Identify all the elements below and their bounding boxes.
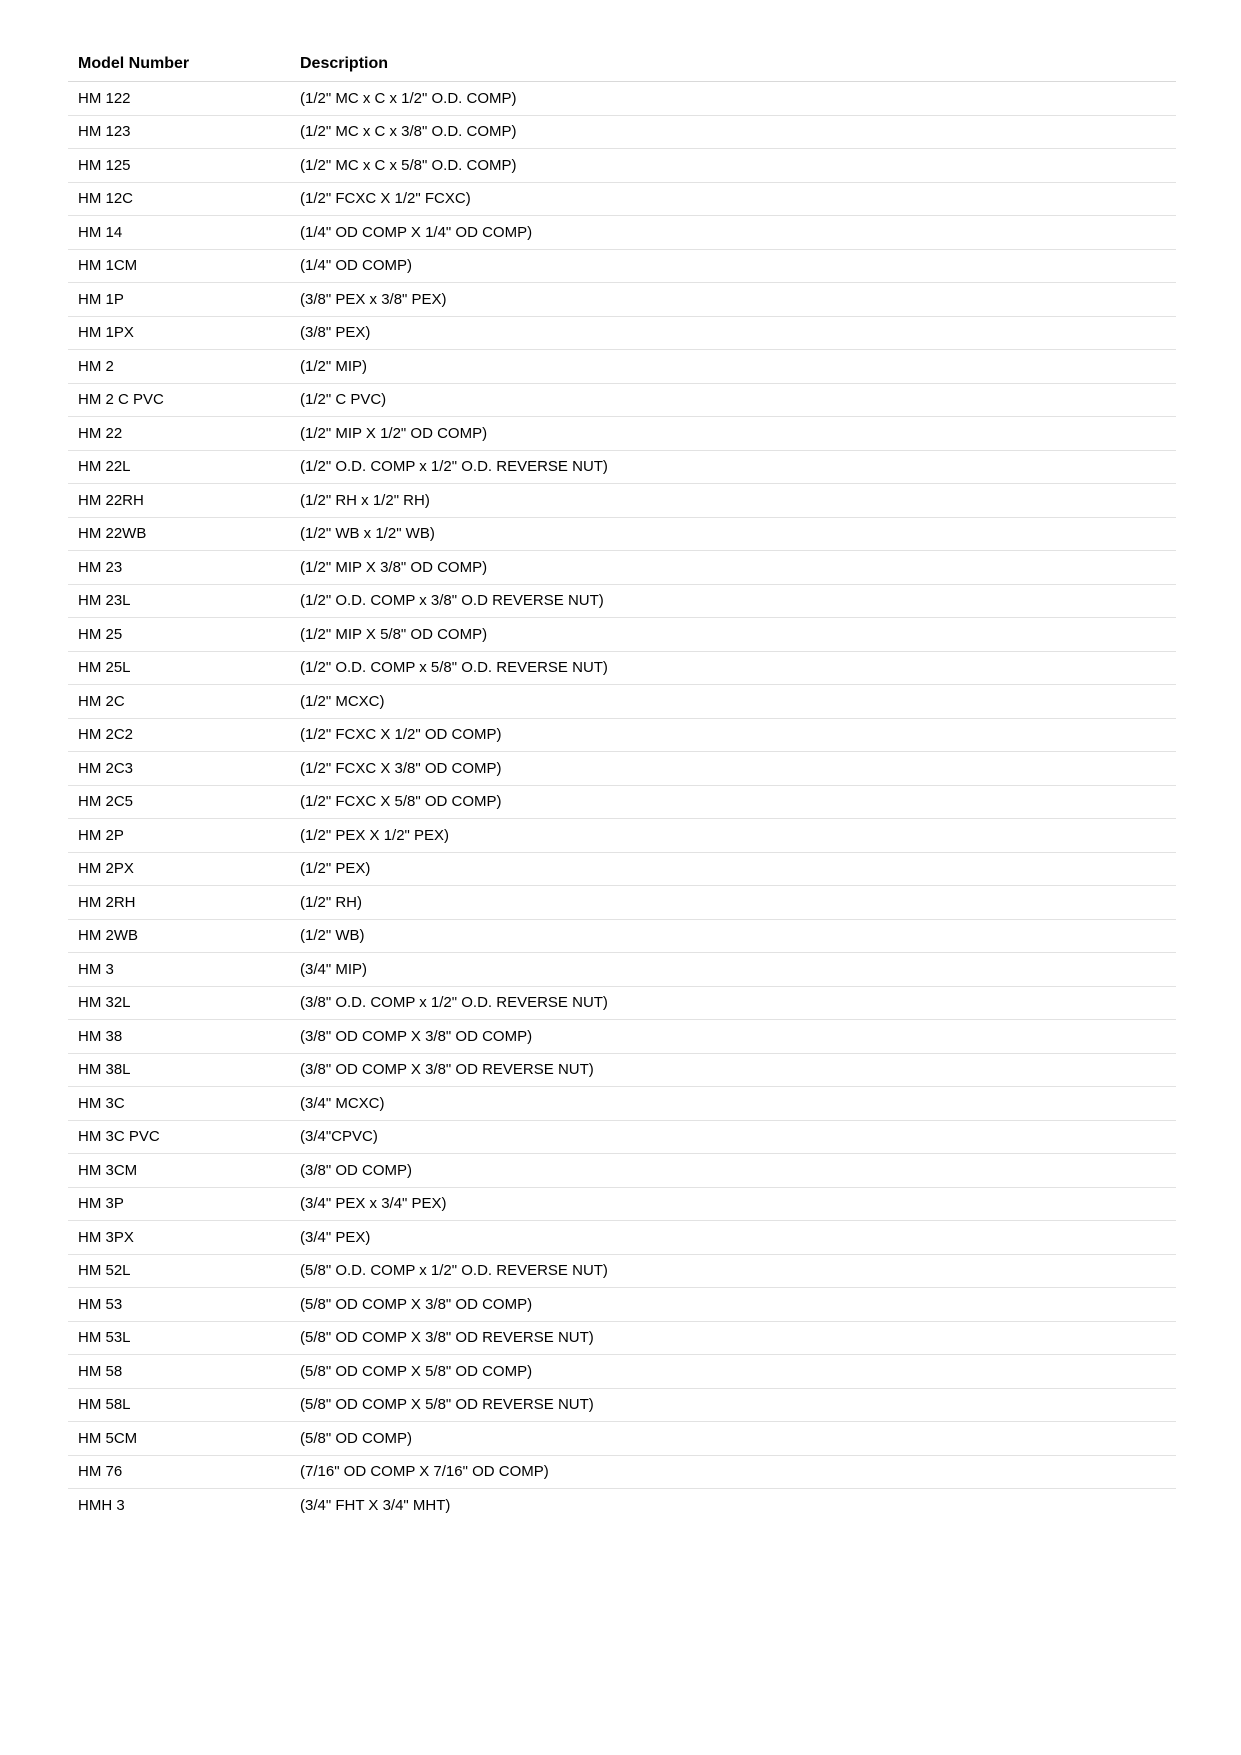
table-row — [68, 752, 1176, 786]
table-row — [68, 383, 1176, 417]
table-row — [68, 584, 1176, 618]
table-row — [68, 819, 1176, 853]
description-cell: (1/2" C PVC) — [290, 383, 1176, 417]
table-row — [68, 718, 1176, 752]
table-row — [68, 1355, 1176, 1389]
table-row — [68, 1388, 1176, 1422]
table-header-row — [68, 47, 1176, 82]
table-row — [68, 618, 1176, 652]
description-cell: (1/2" MIP) — [290, 350, 1176, 384]
table-row — [68, 651, 1176, 685]
model-number-cell: HM 14 — [68, 216, 290, 250]
description-cell: (5/8" OD COMP X 3/8" OD REVERSE NUT) — [290, 1321, 1176, 1355]
table-row — [68, 1489, 1176, 1522]
model-number-cell: HM 3CM — [68, 1154, 290, 1188]
model-number-cell: HM 3PX — [68, 1221, 290, 1255]
table-row — [68, 283, 1176, 317]
table-row — [68, 785, 1176, 819]
model-number-cell: HM 2C5 — [68, 785, 290, 819]
description-cell: (3/8" PEX x 3/8" PEX) — [290, 283, 1176, 317]
model-number-cell: HM 3 — [68, 953, 290, 987]
table-row — [68, 450, 1176, 484]
model-number-cell: HM 12C — [68, 182, 290, 216]
table-body — [68, 82, 1176, 1522]
table-row — [68, 685, 1176, 719]
model-number-cell: HM 25L — [68, 651, 290, 685]
model-number-cell: HM 22RH — [68, 484, 290, 518]
model-number-cell: HM 2WB — [68, 919, 290, 953]
table-row — [68, 1154, 1176, 1188]
description-cell: (1/2" O.D. COMP x 5/8" O.D. REVERSE NUT) — [290, 651, 1176, 685]
table-row — [68, 484, 1176, 518]
description-cell: (1/2" FCXC X 1/2" FCXC) — [290, 182, 1176, 216]
column-header-model-number: Model Number — [68, 47, 290, 82]
table-row — [68, 1020, 1176, 1054]
description-cell: (3/4" MIP) — [290, 953, 1176, 987]
model-number-cell: HM 58 — [68, 1355, 290, 1389]
description-cell: (1/2" MC x C x 5/8" O.D. COMP) — [290, 149, 1176, 183]
column-header-description: Description — [290, 47, 1176, 82]
description-cell: (3/4" PEX) — [290, 1221, 1176, 1255]
description-cell: (1/2" MCXC) — [290, 685, 1176, 719]
model-number-cell: HM 22L — [68, 450, 290, 484]
description-cell: (1/2" FCXC X 3/8" OD COMP) — [290, 752, 1176, 786]
model-number-cell: HM 58L — [68, 1388, 290, 1422]
description-cell: (3/8" OD COMP X 3/8" OD REVERSE NUT) — [290, 1053, 1176, 1087]
model-number-cell: HM 22 — [68, 417, 290, 451]
model-number-cell: HM 53 — [68, 1288, 290, 1322]
table-row — [68, 182, 1176, 216]
model-number-cell: HM 52L — [68, 1254, 290, 1288]
description-cell: (1/2" FCXC X 1/2" OD COMP) — [290, 718, 1176, 752]
description-cell: (1/2" MIP X 3/8" OD COMP) — [290, 551, 1176, 585]
description-cell: (1/2" MC x C x 1/2" O.D. COMP) — [290, 82, 1176, 116]
table-row — [68, 350, 1176, 384]
table-row — [68, 1254, 1176, 1288]
model-number-cell: HM 2PX — [68, 852, 290, 886]
model-number-cell: HM 22WB — [68, 517, 290, 551]
model-number-cell: HM 25 — [68, 618, 290, 652]
description-cell: (1/2" RH x 1/2" RH) — [290, 484, 1176, 518]
table-row — [68, 986, 1176, 1020]
table-row — [68, 1187, 1176, 1221]
description-cell: (1/2" WB x 1/2" WB) — [290, 517, 1176, 551]
table-row — [68, 517, 1176, 551]
document-page — [68, 47, 1176, 1522]
model-number-cell: HM 2 C PVC — [68, 383, 290, 417]
model-number-cell: HM 2C — [68, 685, 290, 719]
description-cell: (1/2" O.D. COMP x 3/8" O.D REVERSE NUT) — [290, 584, 1176, 618]
model-number-cell: HM 1CM — [68, 249, 290, 283]
description-cell: (5/8" O.D. COMP x 1/2" O.D. REVERSE NUT) — [290, 1254, 1176, 1288]
description-cell: (3/4" FHT X 3/4" MHT) — [300, 1496, 451, 1514]
table-row — [68, 1321, 1176, 1355]
description-cell: (5/8" OD COMP) — [290, 1422, 1176, 1456]
model-number-cell: HM 122 — [68, 82, 290, 116]
table-row — [68, 919, 1176, 953]
table-row — [68, 551, 1176, 585]
table-row — [68, 115, 1176, 149]
description-cell: (3/4" MCXC) — [290, 1087, 1176, 1121]
model-number-cell: HM 125 — [68, 149, 290, 183]
model-number-cell: HM 3P — [68, 1187, 290, 1221]
description-cell: (3/4"CPVC) — [290, 1120, 1176, 1154]
table-row — [68, 953, 1176, 987]
description-cell: (1/2" MIP X 5/8" OD COMP) — [290, 618, 1176, 652]
table-row — [68, 417, 1176, 451]
description-cell: (1/2" RH) — [290, 886, 1176, 920]
description-cell: (1/2" PEX) — [290, 852, 1176, 886]
description-cell: (1/2" WB) — [290, 919, 1176, 953]
table-row — [68, 1087, 1176, 1121]
model-number-cell: HM 2P — [68, 819, 290, 853]
model-number-cell: HM 3C — [68, 1087, 290, 1121]
table-row — [68, 316, 1176, 350]
description-cell: (3/8" OD COMP) — [290, 1154, 1176, 1188]
table-row — [68, 82, 1176, 116]
model-number-cell: HM 32L — [68, 986, 290, 1020]
table-row — [68, 1455, 1176, 1489]
description-cell: (1/2" FCXC X 5/8" OD COMP) — [290, 785, 1176, 819]
model-number-cell: HM 123 — [68, 115, 290, 149]
description-cell: (5/8" OD COMP X 5/8" OD COMP) — [290, 1355, 1176, 1389]
description-cell: (5/8" OD COMP X 3/8" OD COMP) — [290, 1288, 1176, 1322]
table-row — [68, 249, 1176, 283]
model-number-cell: HM 2C3 — [68, 752, 290, 786]
description-cell: (1/2" MIP X 1/2" OD COMP) — [290, 417, 1176, 451]
description-cell: (7/16" OD COMP X 7/16" OD COMP) — [290, 1455, 1176, 1489]
model-description-table — [68, 47, 1176, 1522]
model-number-cell: HM 38L — [68, 1053, 290, 1087]
model-number-cell: HMH 3 — [78, 1496, 125, 1514]
model-number-cell: HM 3C PVC — [68, 1120, 290, 1154]
table-row — [68, 886, 1176, 920]
table-row — [68, 149, 1176, 183]
model-number-cell: HM 76 — [68, 1455, 290, 1489]
table-row — [68, 1120, 1176, 1154]
description-cell: (1/2" MC x C x 3/8" O.D. COMP) — [290, 115, 1176, 149]
table-row — [68, 216, 1176, 250]
model-number-cell: HM 23 — [68, 551, 290, 585]
description-cell: (5/8" OD COMP X 5/8" OD REVERSE NUT) — [290, 1388, 1176, 1422]
table-row — [68, 1422, 1176, 1456]
model-number-cell: HM 53L — [68, 1321, 290, 1355]
model-number-cell: HM 38 — [68, 1020, 290, 1054]
model-number-cell: HM 5CM — [68, 1422, 290, 1456]
description-cell: (3/8" PEX) — [290, 316, 1176, 350]
description-cell: (3/4" PEX x 3/4" PEX) — [290, 1187, 1176, 1221]
model-number-cell: HM 1P — [68, 283, 290, 317]
table-row — [68, 852, 1176, 886]
model-number-cell: HM 23L — [68, 584, 290, 618]
model-number-cell: HM 2C2 — [68, 718, 290, 752]
description-cell: (1/2" O.D. COMP x 1/2" O.D. REVERSE NUT) — [290, 450, 1176, 484]
model-number-cell: HM 2RH — [68, 886, 290, 920]
description-cell: (1/4" OD COMP) — [290, 249, 1176, 283]
table-row — [68, 1053, 1176, 1087]
model-number-cell: HM 2 — [68, 350, 290, 384]
description-cell: (1/2" PEX X 1/2" PEX) — [290, 819, 1176, 853]
description-cell: (1/4" OD COMP X 1/4" OD COMP) — [290, 216, 1176, 250]
table-row — [68, 1221, 1176, 1255]
description-cell: (3/8" O.D. COMP x 1/2" O.D. REVERSE NUT) — [290, 986, 1176, 1020]
model-number-cell: HM 1PX — [68, 316, 290, 350]
table-row — [68, 1288, 1176, 1322]
description-cell: (3/8" OD COMP X 3/8" OD COMP) — [290, 1020, 1176, 1054]
